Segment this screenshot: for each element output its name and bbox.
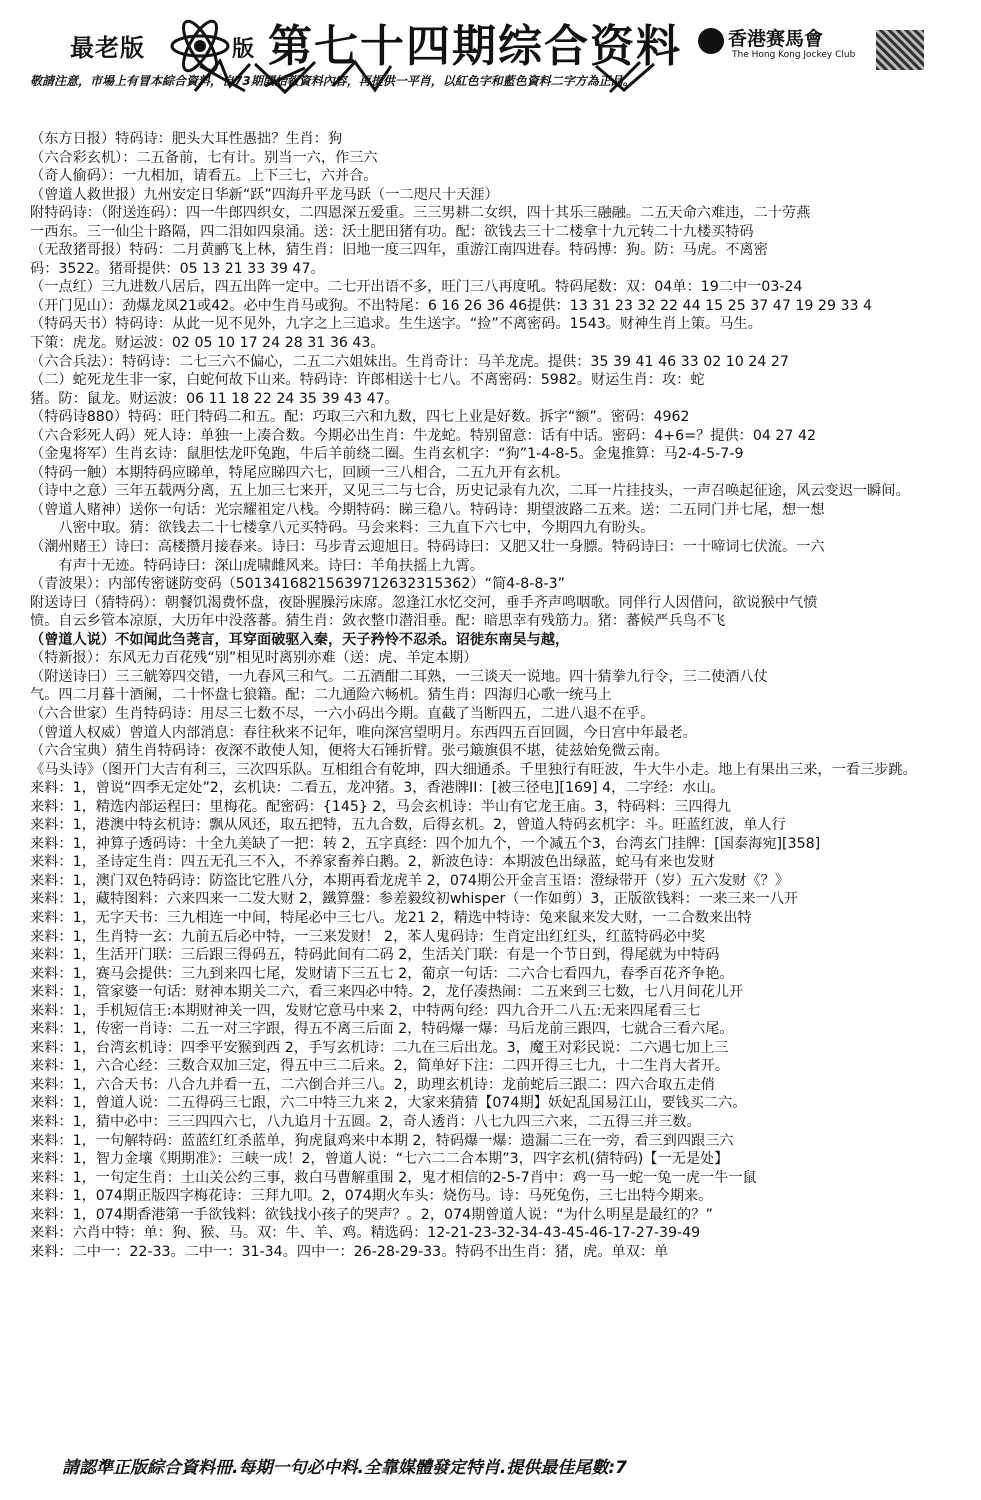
text-line: 来料：1，曾道人说：二五得码三七跟，六二中特三九来 2，大家来猜猜【074期】妖妃乱国易江山，要钱买二六。 [30, 1095, 747, 1112]
footer-note: 請認準正版綜合資料冊.每期一句必中料.全靠媒體發定特肖.提供最佳尾數:7 [62, 1458, 627, 1478]
text-line: 来料：1，无字天书：三九相连一中间，特尾必中三七八。龙21 2，精选中特诗：兔来鼠来发大财，一二合数来出特 [30, 909, 752, 926]
text-line: （无敌猪哥报）特码：二月黄鹂飞上林，猜生肖：旧地一度三四年，重游江南四进春。特码博：狗。防：马虎。不离密 [30, 242, 768, 259]
text-line: 码：3522。猪哥提供：05 13 21 33 39 47。 [30, 260, 325, 277]
text-line: 来料：1，生肖特一玄：九前五后必中特，一三来发财！ 2，苯人鬼码诗：生肖定出红红头，红蓝特码必中奖 [30, 928, 706, 945]
text-line: 来料：1，六合天书：八合九并看一五，二六倒合并三八。2，助理玄机诗：龙前蛇后三跟二：四六合取五走俏 [30, 1076, 715, 1093]
text-line: （六合兵法）：特码诗：二七三六不偏心，二五二六姐妹出。生肖奇计：马羊龙虎。提供：35 39 41 46 33 02 10 24 27 [30, 353, 789, 370]
text-line: 来料：1，管家婆一句话：财神本期关二六，看三来四必中特。2，龙仔凑热闹：二五来到三七数，七八月间花儿开 [30, 984, 744, 1001]
scribble-mark-icon [590, 56, 660, 96]
text-line: （奇人偷码）：一九相加，请看五。上下三七，六并合。 [30, 168, 378, 185]
text-line: （曾道人赌神）送你一句话：光宗耀祖定八栈。今期特码：睇三稳八。特码诗：期望波路二五来。送：二五同门并七尾，想一想 [30, 501, 825, 518]
text-line: 来料：1，曾说“四季无定处”2，玄机诀：二看五，龙冲猪。3，香港牌II：[被三径电][169] 4，二字经：水山。 [30, 780, 725, 797]
text-line: （特新报）：东风无力百花残“别”相见时离别亦难（送：虎、羊定本期） [30, 650, 478, 667]
text-line: （曾道人救世报）九州安定日华新“跃”四海升平龙马跃（一二咫尺十天涯） [30, 186, 499, 203]
text-line: 八密中取。猜：欲钱去二十七楼拿八元买特码。马会来料：三九直下六七中，今期四九有盼头。 [30, 520, 655, 537]
text-line: 来料：六肖中特：单：狗、猴、马。双：牛、羊、鸡。精选码：12-21-23-32-34-43-45-46-17-27-39-49 [30, 1225, 701, 1242]
text-line: 来料：1，赛马会提供：三九到来四七尾，发财请下三五七 2，葡京一句话：二六合七看四九，春季百花齐争艳。 [30, 965, 734, 982]
text-line: 来料：1，传密一肖诗：二五一对三字跟，得五不离三后面 2，特码爆一爆：马后龙前三跟四，七就合三看六尾。 [30, 1021, 734, 1038]
warning-notice: 敬請注意，市場上有冒本綜合資料，自73期開始報資料內容，再提供一平肖，以紅色字和藍色資料二字方為正品。 [30, 74, 635, 88]
text-line: 来料：1，手机短信王:本期财神关一四，发财它意马中来 2，中特两句经：四九合开二八五:无来四尾看三七 [30, 1002, 701, 1019]
text-line: （潮州赌王）诗曰：高楼攒月接春来。诗曰：马步青云迎旭日。特码诗曰：又肥又壮一身膘。特码诗曰：一十啼词七伏流。一六 [30, 539, 825, 556]
text-line: （开门见山）：劲爆龙凤21或42。必中生肖马或狗。不出特尾：6 16 26 36 46提供：13 31 23 32 22 44 15 25 37 47 19 29 33 4 [30, 297, 873, 314]
text-line: （曾道人权威）曾道人内部消息：春往秋来不记年，唯向深宫望明月。东西四五百回圆，今日宫中年最老。 [30, 724, 697, 741]
text-line: 来料：二中一：22-33。二中一：31-34。四中一：26-28-29-33。特码不出生肖：猪，虎。单双：单 [30, 1243, 669, 1260]
page-title: 第七十四期综合资料 [268, 21, 682, 72]
text-line: 下策：虎龙。财运波：02 05 10 17 24 28 31 36 43。 [30, 335, 385, 352]
text-line: 一西东。三一仙尘十路隔，四二泪如四泉涌。送：沃土肥田猪有功。配：欲钱去三十二楼拿十九元转二十九楼买特码 [30, 223, 754, 240]
text-line: （特码诗880）特码：旺门特码二和五。配：巧取三六和九数，四七上业是好数。拆字“额”。密码：4962 [30, 409, 690, 426]
text-line: 来料：1，神算子透码诗：十全九美缺了一把：转 2，五字真经：四个加九个，一个减五个3，台湾玄门挂牌：[国泰海宛][358] [30, 835, 821, 852]
text-line: （特码天书）特码诗：从此一见不见外，九字之上三追求。生生送字。“捡”不离密码。1543。财神生肖上策。马生。 [30, 316, 762, 333]
text-line: 来料：1，074期香港第一手欲钱料：欲钱找小孩子的哭声？。2，074期曾道人说：“为什么明星是最红的？” [30, 1206, 713, 1223]
text-line: 猪。防：鼠龙。财运波：06 11 18 22 24 35 39 43 47。 [30, 390, 399, 407]
edition-label: 最老版 [70, 34, 145, 62]
page-header [0, 0, 981, 110]
club-name-en: The Hong Kong Jockey Club [732, 50, 856, 60]
text-line: 来料：1，港澳中特玄机诗：飘从风还，取五把特，五九合数，后得玄机。2，曾道人特码玄机字：斗。旺蓝红波，单人行 [30, 817, 786, 834]
scribble-mark-icon [250, 56, 320, 96]
club-name-cn: 香港赛馬會 [728, 28, 824, 50]
text-line: （一点红）三九进数八居后，四五出阵一定中。二七开出语不多，旺门三八再度吼。特码尾数：双：04单：19二中一03-24 [30, 279, 803, 296]
text-line: （六合世家）生肖特码诗：用尽三七数不尽，一六小码出今期。直截了当断四五，二进八退不在乎。 [30, 705, 655, 722]
text-line: （六合彩死人码）死人诗：单独一上凑合数。今期必出生肖：牛龙蛇。特别留意：话有中话。密码：4+6=？提供：04 27 42 [30, 427, 817, 444]
text-line: 《马头诗》（图开门大吉有利三，三次四乐队。互相组合有乾坤，四大细通杀。千里独行有旺波，牛大牛小走。地上有果出三来，一看三步跳。 [30, 761, 917, 778]
text-line: 有声十无迹。特码诗曰：深山虎啸雌风来。诗曰：羊角扶摇上九霄。 [30, 557, 485, 574]
edition-suffix: 版 [232, 37, 255, 62]
text-line: 来料：1，六合心经：三数合双加三定，得五中三二后来。2，简单好下注：二四开得三七九，十二生肖大者开。 [30, 1058, 730, 1075]
text-line: 来料：1，精选内部运程曰：里梅花。配密码：{145} 2，马会玄机诗：半山有它龙王庙。3，特码料：三四得九 [30, 798, 731, 815]
text-line: 来料：1，一句解特码：蓝蓝红红杀蓝单，狗虎鼠鸡来中本期 2，特码爆一爆：遗漏二三在一旁，看三到四跟三六 [30, 1132, 734, 1149]
text-line: 来料：1，智力金壤《期期准》：三峡一成！2，曾道人说：“七六二二合本期”3，四字玄机(猜特码)【一无是处】 [30, 1151, 729, 1168]
corner-stamp-icon [876, 30, 924, 70]
text-line: 来料：1，圣诗定生肖：四五无孔三不入，不养家畜养白鹅。2，新波色诗：本期波色出绿蓝，蛇马有来也发财 [30, 854, 715, 871]
text-line: 来料：1，猜中必中：三三四四六七，八九追月十五圆。2，奇人透肖：八七九四三六来，二五得三并三数。 [30, 1113, 701, 1130]
text-line: （诗中之意）三年五载两分离，五上加三七来开，又见三二与七合，历史记录有九次，二耳一片挂技头，一声召唤起征途，风云变迟一瞬间。 [30, 483, 910, 500]
jockey-club-logo-icon [698, 28, 724, 54]
text-line: 附特码诗：（附送连码）：四一牛郎四织女，二四恩深五爱重。三三男耕二女织，四十其乐三融融。二五天命六难违，二十劳燕 [30, 205, 811, 222]
text-line: 来料：1，一句定生肖：土山关公约三事，救白马曹解重围 2，鬼才相信的2-5-7肖中：鸡一马一蛇一兔一虎一牛一鼠 [30, 1169, 757, 1186]
text-line: 愤。自云乡管本凉原，大历年中没落蕃。猜生肖：敛衣整巾潜泪垂。配：暗思幸有残筋力。猪：蕃候严兵鸟不飞 [30, 613, 726, 630]
text-line: （六合彩玄机）：二五备前，七有计。别当一六，作三六 [30, 149, 378, 166]
text-line: 气。四二月暮十酒阑，二十怀盘七狼籍。配：二九通险六畅机。猜生肖：四海归心歌一统马上 [30, 687, 612, 704]
text-line: 来料：1，台湾玄机诗：四季平安猴到西 2，手写玄机诗：二九在三后出龙。3，魔王对彩民说：二六遇七加上三 [30, 1039, 729, 1056]
text-line: 来料：1，藏特图料：六来四来一二发大财 2，鐵算盤：参差毅纹初whisper（一作如剪）3，正版欲钱料：一来三来一八开 [30, 891, 799, 908]
text-line: 来料：1，澳门双色特码诗：防盗比它胜八分，本期再看龙虎羊 2，074期公开金言玉语：澄绿带开（岁）五六发财《？》 [30, 872, 790, 889]
text-line: （金鬼将军）生肖玄诗：鼠胆怯龙吓兔跑，牛后羊前绕二圈。生肖玄机字：“狗”1-4-8-5。金鬼推算：马2-4-5-7-9 [30, 446, 744, 463]
text-line: （曾道人说）不如闻此刍荛言，耳穿面破驱入秦，天子矜怜不忍杀。诏徙东南吴与越， [30, 631, 570, 648]
text-line: 附送诗曰（猜特码）：朝餐饥渴费怀盘，夜卧腥臊污床席。忽逢江水忆交河，垂手齐声鸣咽歌。同伴行人因借问，欲说猴中气愤 [30, 594, 818, 611]
text-line: 来料：1，生活开门联：三后跟三得码五，特码此间有二码 2，生活关门联：有是一个节日到，得尾就为中特码 [30, 947, 720, 964]
text-line: （六合宝典）猜生肖特码诗：夜深不敢使人知，便将大石锤折臂。张弓簸旗俱不堪，徒兹始免微云南。 [30, 743, 669, 760]
text-line: （东方日报）特码诗：肥头大耳性愚拙？生肖：狗 [30, 131, 343, 147]
text-line: （二）蛇死龙生非一家，白蛇何故下山来。特码诗：许郎相送十七八。不离密码：5982。财运生肖：攻：蛇 [30, 372, 705, 389]
text-line: （青波果）：内部传密谜防变码（50134168215639712632315362）“简4-8-8-3” [30, 576, 565, 593]
scribble-mark-icon [325, 56, 395, 96]
document-body [30, 130, 960, 1261]
text-line: 来料：1，074期正版四字梅花诗：三拜九叩。2，074期火车头：烧伤马。诗：马死兔伤，三七出特今期来。 [30, 1188, 713, 1205]
text-line: （特码一触）本期特码应睇单，特尾应睇四六七，回顾一三八相合，二五九开有玄机。 [30, 464, 570, 481]
text-line: （附送诗曰）三三觥筹四交错，一九春风三和气。二五酒酣二耳熟，一三谈天一说地。四十猜拳九行令，三二使酒八仗 [30, 668, 768, 685]
